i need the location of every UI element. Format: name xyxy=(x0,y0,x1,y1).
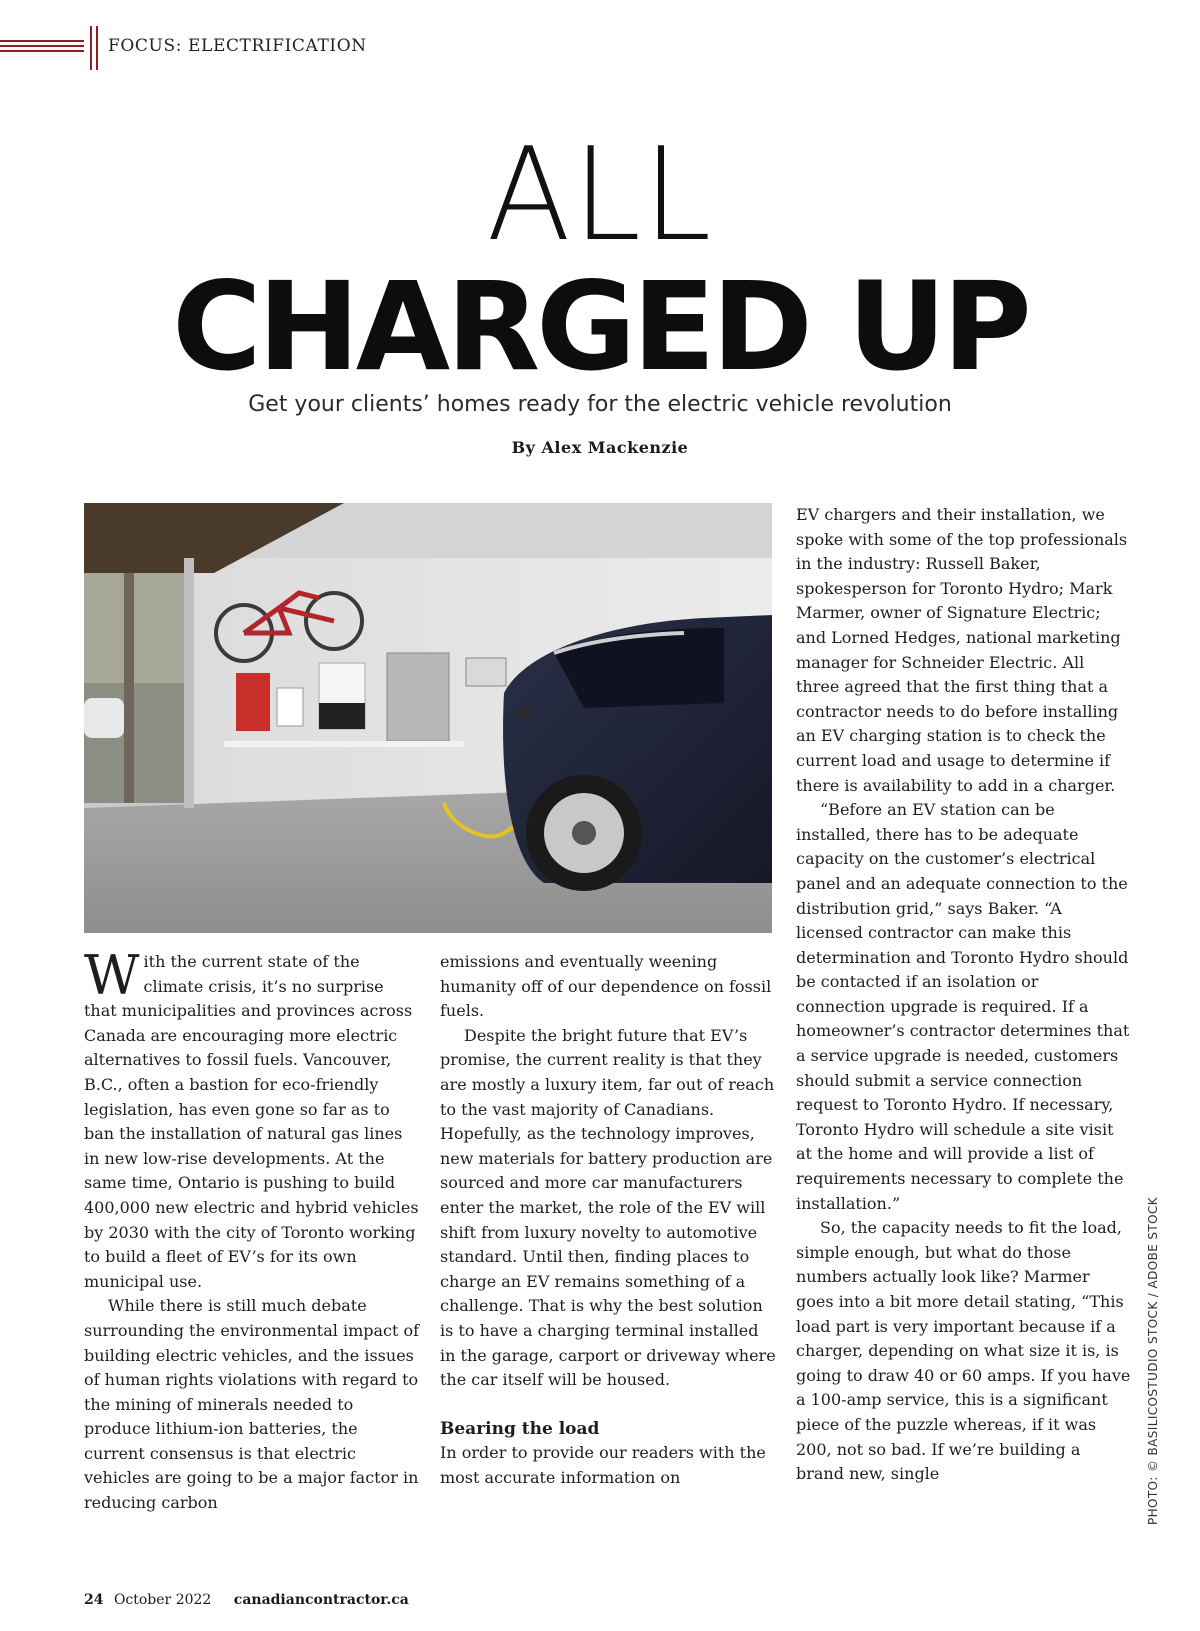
photo-credit: PHOTO: © BASILICOSTUDIO STOCK / ADOBE STOCK xyxy=(1146,1196,1160,1525)
article-photo xyxy=(84,503,772,933)
header-rule-bar xyxy=(96,26,98,70)
paragraph: EV chargers and their installation, we spoke with some of the top professionals in the industry: Russell Baker, spokesperson for Toronto Hydro; Mark Marmer, owner of Signature Electric; and Lorned Hedges, national marketing manager for Schneider Electric. All three agreed that the first thing that a contractor needs to do before installing an EV charging station is to check the current load and usage to determine if there is availability to add in a charger. xyxy=(796,505,1128,795)
headline-line-1: ALL xyxy=(486,121,714,270)
issue-date: October 2022 xyxy=(113,1592,212,1608)
paragraph: emissions and eventually weening humanity off of our dependence on fossil fuels. xyxy=(440,952,772,1021)
paragraph: In order to provide our readers with the most accurate information on xyxy=(440,1443,766,1487)
page-number: 24 xyxy=(84,1592,104,1608)
headline-line-2: CHARGED UP xyxy=(172,256,1028,398)
page-footer xyxy=(84,1592,409,1608)
wall-charger xyxy=(466,658,506,686)
home-battery xyxy=(387,653,449,741)
paragraph: So, the capacity needs to fit the load, simple enough, but what do those numbers actually look like? Marmer goes into a bit more detail stating, “This load part is very important because if a charger, depending on what size it is, is going to draw 40 or 60 amps. If you have a 100-amp service, this is a significant piece of the puzzle whereas, if it was 200, not so bad. If we’re building a brand new, single xyxy=(796,1218,1131,1484)
website-link[interactable]: canadiancontractor.ca xyxy=(233,1592,409,1608)
body-column-2 xyxy=(440,950,776,1490)
paragraph-text: ith the current state of the climate crisis, it’s no surprise that municipalities and provinces across Canada are encouraging more electric alternatives to fossil fuels. Vancouver, B.C., often a bastion for eco-friendly legislation, has even gone so far as to ban the installation of natural gas lines in new low-rise developments. At the same time, Ontario is pushing to build 400,000 new electric and hybrid vehicles by 2030 with the city of Toronto working to build a fleet of EV’s for its own municipal use. xyxy=(84,952,419,1291)
subheadline: Get your clients’ homes ready for the electric vehicle revolution xyxy=(248,392,952,417)
garage-ev-charging-illustration xyxy=(84,503,772,933)
parked-car-outside xyxy=(84,698,124,738)
drop-cap: W xyxy=(84,944,140,1007)
inverter-red xyxy=(236,673,270,731)
paragraph: Despite the bright future that EV’s promise, the current reality is that they are mostly a luxury item, far out of reach to the vast majority of Canadians. Hopefully, as the technology improves, new materials for battery production are sourced and more car manufacturers enter the market, the role of the EV will shift from luxury novelty to automotive standard. Until then, finding places to charge an EV remains something of a challenge. That is why the best solution is to have a charging terminal installed in the garage, carport or driveway where the car itself will be housed. xyxy=(440,1025,776,1390)
paragraph xyxy=(84,944,420,1294)
body-column-3 xyxy=(796,503,1132,1487)
byline: By Alex Mackenzie xyxy=(511,438,689,457)
paragraph: “Before an EV station can be installed, there has to be adequate capacity on the customer’s electrical panel and an adequate connection to the distribution grid,” says Baker. “A licensed contractor can make this determination and Toronto Hydro should be contacted if an isolation or connection upgrade is required. If a homeowner’s contractor determines that a service upgrade is needed, customers should submit a service connection request to Toronto Hydro. If necessary, Toronto Hydro will schedule a site visit at the home and will provide a list of requirements necessary to complete the installation.” xyxy=(796,800,1130,1213)
section-subhead: Bearing the load xyxy=(440,1418,600,1439)
body-column-1 xyxy=(84,944,420,1516)
section-label: FOCUS: ELECTRIFICATION xyxy=(108,36,367,56)
header-rule-lines xyxy=(0,40,84,56)
paragraph: While there is still much debate surrounding the environmental impact of building electric vehicles, and the issues of human rights violations with regard to the mining of minerals needed to produce lithium-ion batteries, the current consensus is that electric vehicles are going to be a major factor in reducing carbon xyxy=(84,1296,420,1513)
header-rule-bar xyxy=(90,26,92,70)
electric-car xyxy=(503,615,772,891)
